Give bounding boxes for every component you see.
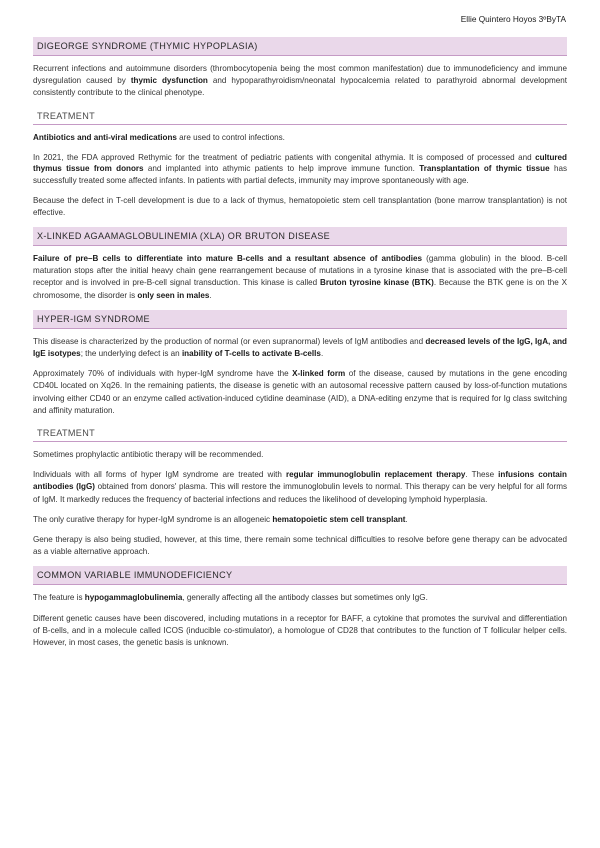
hyper-igm-treatment-transplant: The only curative therapy for hyper-IgM syndrome is an allogeneic hematopoietic stem cell transplant. [33,514,408,524]
section-heading-hyper-igm: HYPER-IGM SYNDROME [33,310,567,329]
section-heading-cvid: COMMON VARIABLE IMMUNODEFICIENCY [33,566,567,585]
hyper-igm-treatment-heading: TREATMENT [33,425,567,442]
xla-description: Failure of pre–B cells to differentiate into mature B-cells and a resultant absence of antibodies (gamma globulin) in the blood. B-cell maturation stops after the initial heavy chain gene rearrangement because of mutations in a tyrosine kinase that is associated with the pre–B-cell receptor and is involved in pre-B-cell signal transduction. This kinase is called Bruton tyrosine kinase (BTK). Because the BTK gene is on the X chromosome, the disorder is only seen in males. [33,254,567,300]
cvid-genetics: Different genetic causes have been discovered, including mutations in a receptor for BAFF, a cytokine that promotes the survival and differentiation of B-cells, and in a molecule called ICOS (inducible co-stimulator), a homologue of CD28 that contributes to the function of T follicular helper cells. However, in most cases, the genetic basis is unknown. [33,613,567,648]
author-name: Ellie Quintero Hoyos 3ºByTA [460,14,566,24]
hyper-igm-description: This disease is characterized by the production of normal (or even supranormal) levels of IgM antibodies and decreased levels of the IgG, IgA, and IgE isotypes; the underlying defect is an inability of T-cells to activate B-cells. [33,336,567,359]
section-heading-digeorge: DIGEORGE SYNDROME (THYMIC HYPOPLASIA) [33,37,567,56]
section-heading-xla: X-LINKED AGAAMAGLOBULINEMIA (XLA) OR BRUTON DISEASE [33,227,567,246]
hyper-igm-treatment-immunoglobulin: Individuals with all forms of hyper IgM syndrome are treated with regular immunoglobulin replacement therapy. These infusions contain antibodies (IgG) obtained from donors' plasma. This will restore the immunoglobulin levels to normal. This therapy can be very helpful for all forms of IgM. It markedly reduces the frequency of bacterial infections and reduces the likelihood of developing lymphoid hyperplasia. [33,470,567,504]
hyper-igm-genetics: Approximately 70% of individuals with hyper-IgM syndrome have the X-linked form of the disease, caused by mutations in the gene encoding CD40L located on Xq26. In the remaining patients, the disease is genetic with an autosomal recessive pattern caused by loss-of-function mutations involving either CD40 or an enzyme called activation-induced cytidine deaminase (AID), a DNA-editing enzyme that is required for Ig class switching and affinity maturation. [33,369,567,415]
digeorge-description: Recurrent infections and autoimmune disorders (thrombocytopenia being the most common manifestation) due to immunodeficiency and immune dysregulation caused by thymic dysfunction and hypoparathyroidism/neonatal hypocalcemia related to parathyroid abnormal development consistently contribute to the clinical phenotype. [33,64,568,98]
cvid-feature: The feature is hypogammaglobulinemia, generally affecting all the antibody classes but sometimes only IgG. [33,593,428,603]
document-body [33,37,567,657]
hyper-igm-treatment-gene-therapy: Gene therapy is also being studied, however, at this time, there remain some technical difficulties to resolve before gene therapy can be advocated as a viable alternative approach. [33,535,567,557]
digeorge-treatment-stem-cell: Because the defect in T-cell development is due to a lack of thymus, hematopoietic stem cell transplantation (bone marrow transplantation) is not effective. [33,195,567,217]
digeorge-treatment-heading: TREATMENT [33,108,567,125]
hyper-igm-treatment-antibiotic: Sometimes prophylactic antibiotic therapy will be recommended. [33,450,264,460]
digeorge-treatment-antibiotics: Antibiotics and anti-viral medications are used to control infections. [33,132,285,142]
digeorge-treatment-rethymic: In 2021, the FDA approved Rethymic for the treatment of pediatric patients with congenital athymia. It is composed of processed and cultured thymus tissue from donors and implanted into athymic patients to help improve immune function. Transplantation of thymic tissue has successfully treated some affected infants. In patients with partial defects, immunity may improve spontaneously with age. [33,152,567,185]
